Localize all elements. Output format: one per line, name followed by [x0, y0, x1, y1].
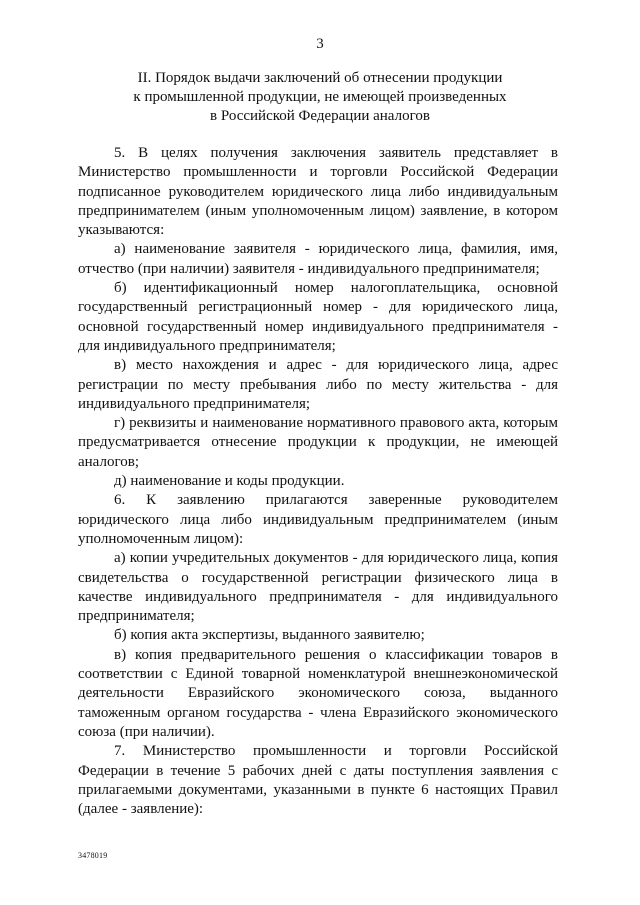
section-title-line: в Российской Федерации аналогов	[210, 108, 430, 124]
paragraph-5a: а) наименование заявителя - юридического лица, фамилия, имя, отчество (при наличии) заявителя - индивидуального предпринимателя;	[78, 241, 558, 277]
paragraph-6: 6. К заявлению прилагаются заверенные руководителем юридического лица либо индивидуальным предпринимателем (иным уполномоченным лицом):	[78, 492, 558, 547]
page-number: 3	[316, 36, 324, 52]
section-title-line: II. Порядок выдачи заключений об отнесении продукции	[137, 70, 503, 86]
paragraph-5: 5. В целях получения заключения заявитель представляет в Министерство промышленности и торговли Российской Федерации подписанное руководителем юридического лица либо индивидуальным предпринимателем (иным уполномоченным лицом) заявление, в котором указываются:	[78, 145, 558, 239]
paragraph-6v: в) копия предварительного решения о классификации товаров в соответствии с Единой товарной номенклатурой внешнеэкономической деятельности Евразийского экономического союза, выданного таможенным органом государства - члена Евразийского экономического союза (при наличии).	[78, 646, 558, 740]
paragraph-6b: б) копия акта экспертизы, выданного заявителю;	[114, 627, 425, 644]
paragraph-6a: а) копии учредительных документов - для юридического лица, копия свидетельства о государственной регистрации физического лица в качестве индивидуального предпринимателя - для индивидуального предпринимателя;	[78, 550, 558, 625]
paragraph-5g: г) реквизиты и наименование нормативного правового акта, которым предусматривается отнесение продукции к продукции, не имеющей аналогов;	[78, 415, 558, 470]
section-title	[80, 69, 560, 126]
document-code: 3478019	[78, 851, 108, 860]
paragraph-5v: в) место нахождения и адрес - для юридического лица, адрес регистрации по месту пребывания либо по месту жительства - для индивидуального предпринимателя;	[78, 357, 558, 412]
paragraph-7: 7. Министерство промышленности и торговли Российской Федерации в течение 5 рабочих дней с даты поступления заявления с прилагаемыми документами, указанными в пункте 6 настоящих Правил (далее - заявление):	[78, 743, 558, 818]
document-body	[78, 144, 558, 819]
paragraph-5b: б) идентификационный номер налогоплательщика, основной государственный регистрационный номер - для юридического лица, основной государственный номер индивидуального предпринимателя - для индивидуального предпринимателя;	[78, 280, 558, 354]
paragraph-5d: д) наименование и коды продукции.	[114, 473, 345, 490]
section-title-line: к промышленной продукции, не имеющей произведенных	[133, 89, 507, 105]
